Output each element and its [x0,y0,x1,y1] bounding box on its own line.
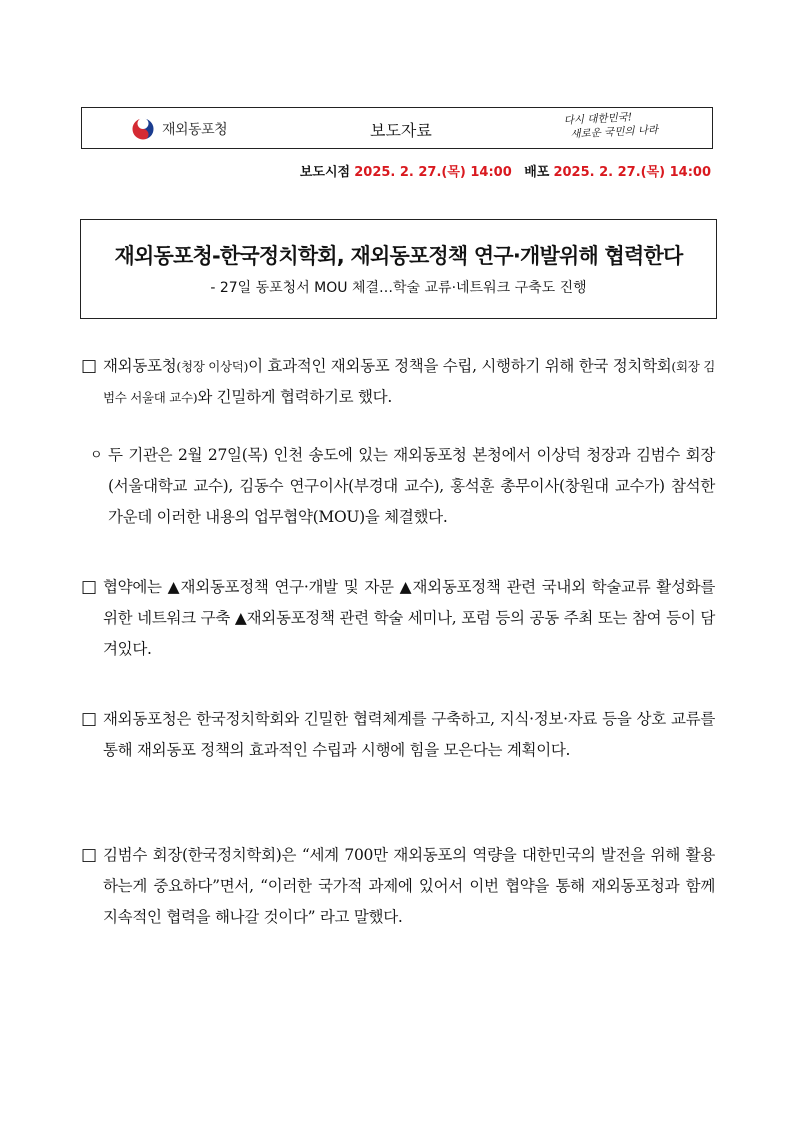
page-title: 재외동포청-한국정치학회, 재외동포정책 연구·개발위해 협력한다 [114,244,683,268]
agency-logo [130,112,227,146]
title-box [80,219,717,319]
distribution-label: 배포 [524,165,550,180]
slogan-line-1: 다시 대한민국! [563,111,633,127]
page-subtitle: - 27일 동포청서 MOU 체결…학술 교류·네트워크 구축도 진행 [210,280,587,296]
paragraph-1-part-c-small: (회장 김범수 서울대 교수) [103,359,716,405]
release-time-value: 2025. 2. 27.(목) 14:00 [354,165,512,180]
paragraph-1-part-d: 와 긴밀하게 협력하기로 했다. [197,388,392,406]
taegeuk-logo-icon [130,116,156,142]
release-time-label: 보도시점 [299,165,351,180]
paragraph-1-part-c: 정치학회 [612,357,672,375]
header-box [81,107,713,149]
bullet-marker: ㅇ [90,448,103,463]
paragraph-1 [103,351,715,413]
paragraph-marker: □ [81,709,97,729]
press-release-label: 보도자료 [370,121,432,140]
logo-text: 재외동포청 [162,122,228,138]
distribution-value: 2025. 2. 27.(목) 14:00 [553,165,711,180]
paragraph-marker: □ [81,845,97,865]
paragraph-2: 두 기관은 2월 27일(목) 인천 송도에 있는 재외동포청 본청에서 이상덕 청장과 김범수 회장(서울대학교 교수), 김동수 연구이사(부경대 교수), 홍석훈 총무이사(창원대 교수가) 참석한 가운데 이러한 내용의 업무협약(MOU)을 체결했다. [108,446,715,526]
slogan-line-2: 새로운 국민의 나라 [570,123,659,141]
paragraph-3: 협약에는 ▲재외동포정책 연구·개발 및 자문 ▲재외동포정책 관련 국내외 학술교류 활성화를 위한 네트워크 구축 ▲재외동포정책 관련 학술 세미나, 포럼 등의 공동 주최 또는 참여 등이 담겨있다. [103,578,715,658]
slogan [563,108,674,142]
paragraph-1-part-a: 재외동포청 [103,357,177,375]
paragraph-marker: □ [81,577,97,597]
release-info [300,161,711,180]
paragraph-1-part-b: 이 효과적인 재외동포 정책을 수립, 시행하기 위해 한국 [248,357,609,375]
paragraph-marker: □ [81,356,97,376]
paragraph-5: 김범수 회장(한국정치학회)은 “세계 700만 재외동포의 역량을 대한민국의 발전을 위해 활용하는게 중요하다”면서, “이러한 국가적 과제에 있어서 이번 협약을 통해 재외동포청과 함께 지속적인 협력을 해나갈 것이다” 라고 말했다. [103,846,715,926]
paragraph-1-part-a-small: (청장 이상덕) [176,359,249,374]
paragraph-4: 재외동포청은 한국정치학회와 긴밀한 협력체계를 구축하고, 지식·정보·자료 등을 상호 교류를 통해 재외동포 정책의 효과적인 수립과 시행에 힘을 모은다는 계획이다. [103,710,715,759]
